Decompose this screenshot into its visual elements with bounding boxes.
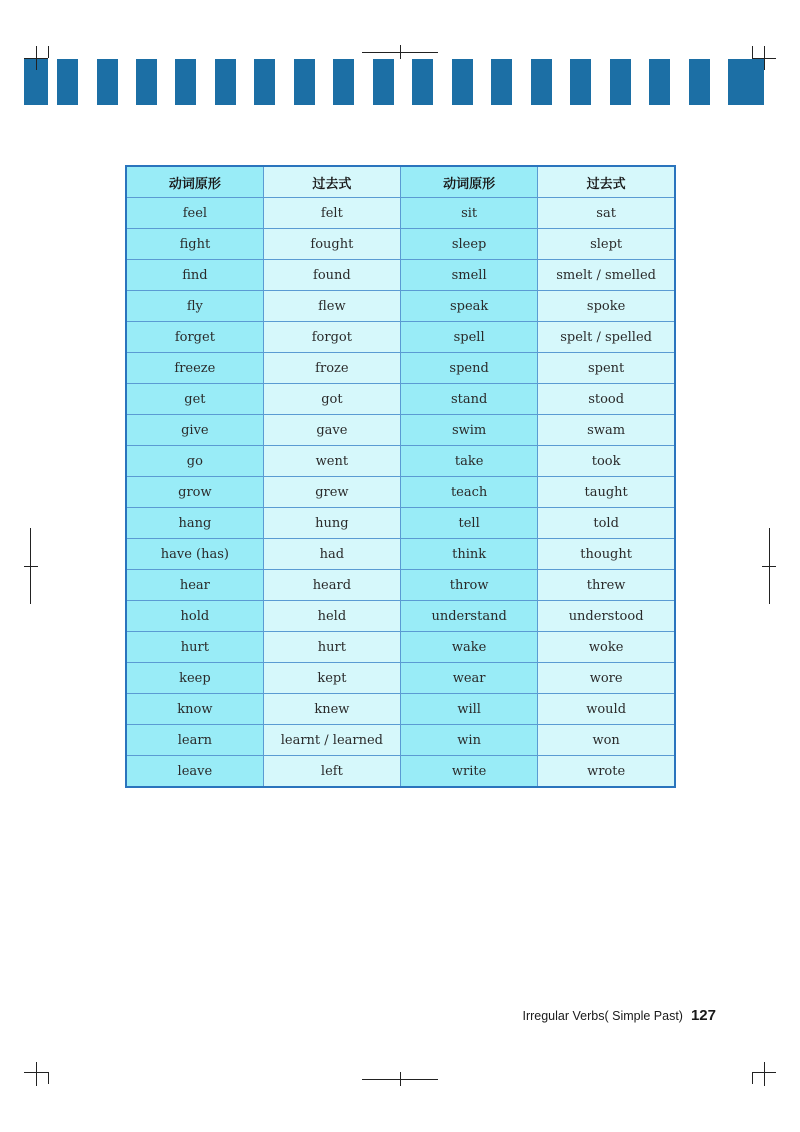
cell-base-form: spell xyxy=(401,322,538,353)
stripe-bar xyxy=(491,59,512,105)
cell-base-form: leave xyxy=(126,756,263,788)
cell-past-form: would xyxy=(538,694,675,725)
cell-base-form: freeze xyxy=(126,353,263,384)
cell-past-form: got xyxy=(263,384,400,415)
cell-past-form: learnt / learned xyxy=(263,725,400,756)
cell-base-form: hang xyxy=(126,508,263,539)
cell-past-form: spoke xyxy=(538,291,675,322)
cell-past-form: fought xyxy=(263,229,400,260)
cell-past-form: slept xyxy=(538,229,675,260)
cell-base-form: spend xyxy=(401,353,538,384)
cell-base-form: learn xyxy=(126,725,263,756)
cell-past-form: thought xyxy=(538,539,675,570)
cell-base-form: think xyxy=(401,539,538,570)
cell-base-form: will xyxy=(401,694,538,725)
cell-base-form: win xyxy=(401,725,538,756)
cell-past-form: knew xyxy=(263,694,400,725)
table-row xyxy=(126,601,675,632)
cell-past-form: left xyxy=(263,756,400,788)
stripe-bar xyxy=(175,59,196,105)
stripe-bar xyxy=(649,59,670,105)
cell-base-form: throw xyxy=(401,570,538,601)
cell-base-form: tell xyxy=(401,508,538,539)
table-row xyxy=(126,291,675,322)
table-row xyxy=(126,260,675,291)
cell-past-form: threw xyxy=(538,570,675,601)
cell-past-form: hurt xyxy=(263,632,400,663)
table-row xyxy=(126,570,675,601)
header-past-form-2: 过去式 xyxy=(538,166,675,198)
table-row xyxy=(126,446,675,477)
cell-base-form: grow xyxy=(126,477,263,508)
stripe-bar xyxy=(412,59,433,105)
cell-past-form: took xyxy=(538,446,675,477)
stripe-bar xyxy=(728,59,764,105)
table-row xyxy=(126,384,675,415)
cell-past-form: gave xyxy=(263,415,400,446)
stripe-bar xyxy=(57,59,78,105)
cell-base-form: hear xyxy=(126,570,263,601)
table-row xyxy=(126,694,675,725)
cell-base-form: stand xyxy=(401,384,538,415)
cell-base-form: speak xyxy=(401,291,538,322)
cell-base-form: sleep xyxy=(401,229,538,260)
header-base-form-1: 动词原形 xyxy=(126,166,263,198)
cell-base-form: swim xyxy=(401,415,538,446)
cell-base-form: hurt xyxy=(126,632,263,663)
cell-base-form: know xyxy=(126,694,263,725)
stripe-bar xyxy=(452,59,473,105)
stripe-bar xyxy=(215,59,236,105)
table-row xyxy=(126,508,675,539)
footer-title: Irregular Verbs( Simple Past) xyxy=(522,1009,683,1023)
top-stripe-band xyxy=(24,59,764,105)
cell-base-form: hold xyxy=(126,601,263,632)
cell-past-form: froze xyxy=(263,353,400,384)
cell-base-form: fight xyxy=(126,229,263,260)
cell-past-form: stood xyxy=(538,384,675,415)
cell-past-form: woke xyxy=(538,632,675,663)
cell-past-form: swam xyxy=(538,415,675,446)
cell-base-form: wear xyxy=(401,663,538,694)
stripe-bar xyxy=(373,59,394,105)
cell-base-form: fly xyxy=(126,291,263,322)
irregular-verbs-table xyxy=(125,165,676,788)
cell-past-form: hung xyxy=(263,508,400,539)
cell-past-form: had xyxy=(263,539,400,570)
cell-past-form: spent xyxy=(538,353,675,384)
cell-past-form: kept xyxy=(263,663,400,694)
stripe-bar xyxy=(294,59,315,105)
cell-past-form: sat xyxy=(538,198,675,229)
cell-base-form: forget xyxy=(126,322,263,353)
cell-past-form: grew xyxy=(263,477,400,508)
table-row xyxy=(126,415,675,446)
cell-base-form: smell xyxy=(401,260,538,291)
cell-past-form: went xyxy=(263,446,400,477)
header-past-form-1: 过去式 xyxy=(263,166,400,198)
table-row xyxy=(126,322,675,353)
cell-past-form: felt xyxy=(263,198,400,229)
cell-past-form: forgot xyxy=(263,322,400,353)
cell-past-form: spelt / spelled xyxy=(538,322,675,353)
cell-past-form: smelt / smelled xyxy=(538,260,675,291)
table-row xyxy=(126,756,675,788)
cell-past-form: taught xyxy=(538,477,675,508)
cell-past-form: won xyxy=(538,725,675,756)
cell-base-form: go xyxy=(126,446,263,477)
table-row xyxy=(126,198,675,229)
cell-base-form: feel xyxy=(126,198,263,229)
cell-past-form: told xyxy=(538,508,675,539)
cell-past-form: wore xyxy=(538,663,675,694)
table-row xyxy=(126,663,675,694)
stripe-bar xyxy=(97,59,118,105)
table-row xyxy=(126,477,675,508)
stripe-bar xyxy=(254,59,275,105)
stripe-bar xyxy=(570,59,591,105)
cell-past-form: understood xyxy=(538,601,675,632)
table-row xyxy=(126,632,675,663)
cell-past-form: found xyxy=(263,260,400,291)
page-footer xyxy=(522,1007,716,1024)
cell-base-form: wake xyxy=(401,632,538,663)
cell-base-form: get xyxy=(126,384,263,415)
cell-base-form: teach xyxy=(401,477,538,508)
cell-base-form: find xyxy=(126,260,263,291)
table-header-row xyxy=(126,166,675,198)
table-row xyxy=(126,725,675,756)
page-number: 127 xyxy=(690,1007,716,1024)
table-body xyxy=(126,198,675,788)
stripe-bar xyxy=(610,59,631,105)
cell-base-form: have (has) xyxy=(126,539,263,570)
cell-past-form: wrote xyxy=(538,756,675,788)
stripe-bar xyxy=(136,59,157,105)
cell-base-form: understand xyxy=(401,601,538,632)
cell-base-form: write xyxy=(401,756,538,788)
table-row xyxy=(126,353,675,384)
cell-base-form: sit xyxy=(401,198,538,229)
cell-base-form: keep xyxy=(126,663,263,694)
cell-past-form: heard xyxy=(263,570,400,601)
table-row xyxy=(126,229,675,260)
stripe-bar xyxy=(333,59,354,105)
cell-base-form: take xyxy=(401,446,538,477)
cell-past-form: flew xyxy=(263,291,400,322)
header-base-form-2: 动词原形 xyxy=(401,166,538,198)
stripe-bar xyxy=(531,59,552,105)
table-row xyxy=(126,539,675,570)
stripe-bar xyxy=(689,59,710,105)
cell-past-form: held xyxy=(263,601,400,632)
cell-base-form: give xyxy=(126,415,263,446)
